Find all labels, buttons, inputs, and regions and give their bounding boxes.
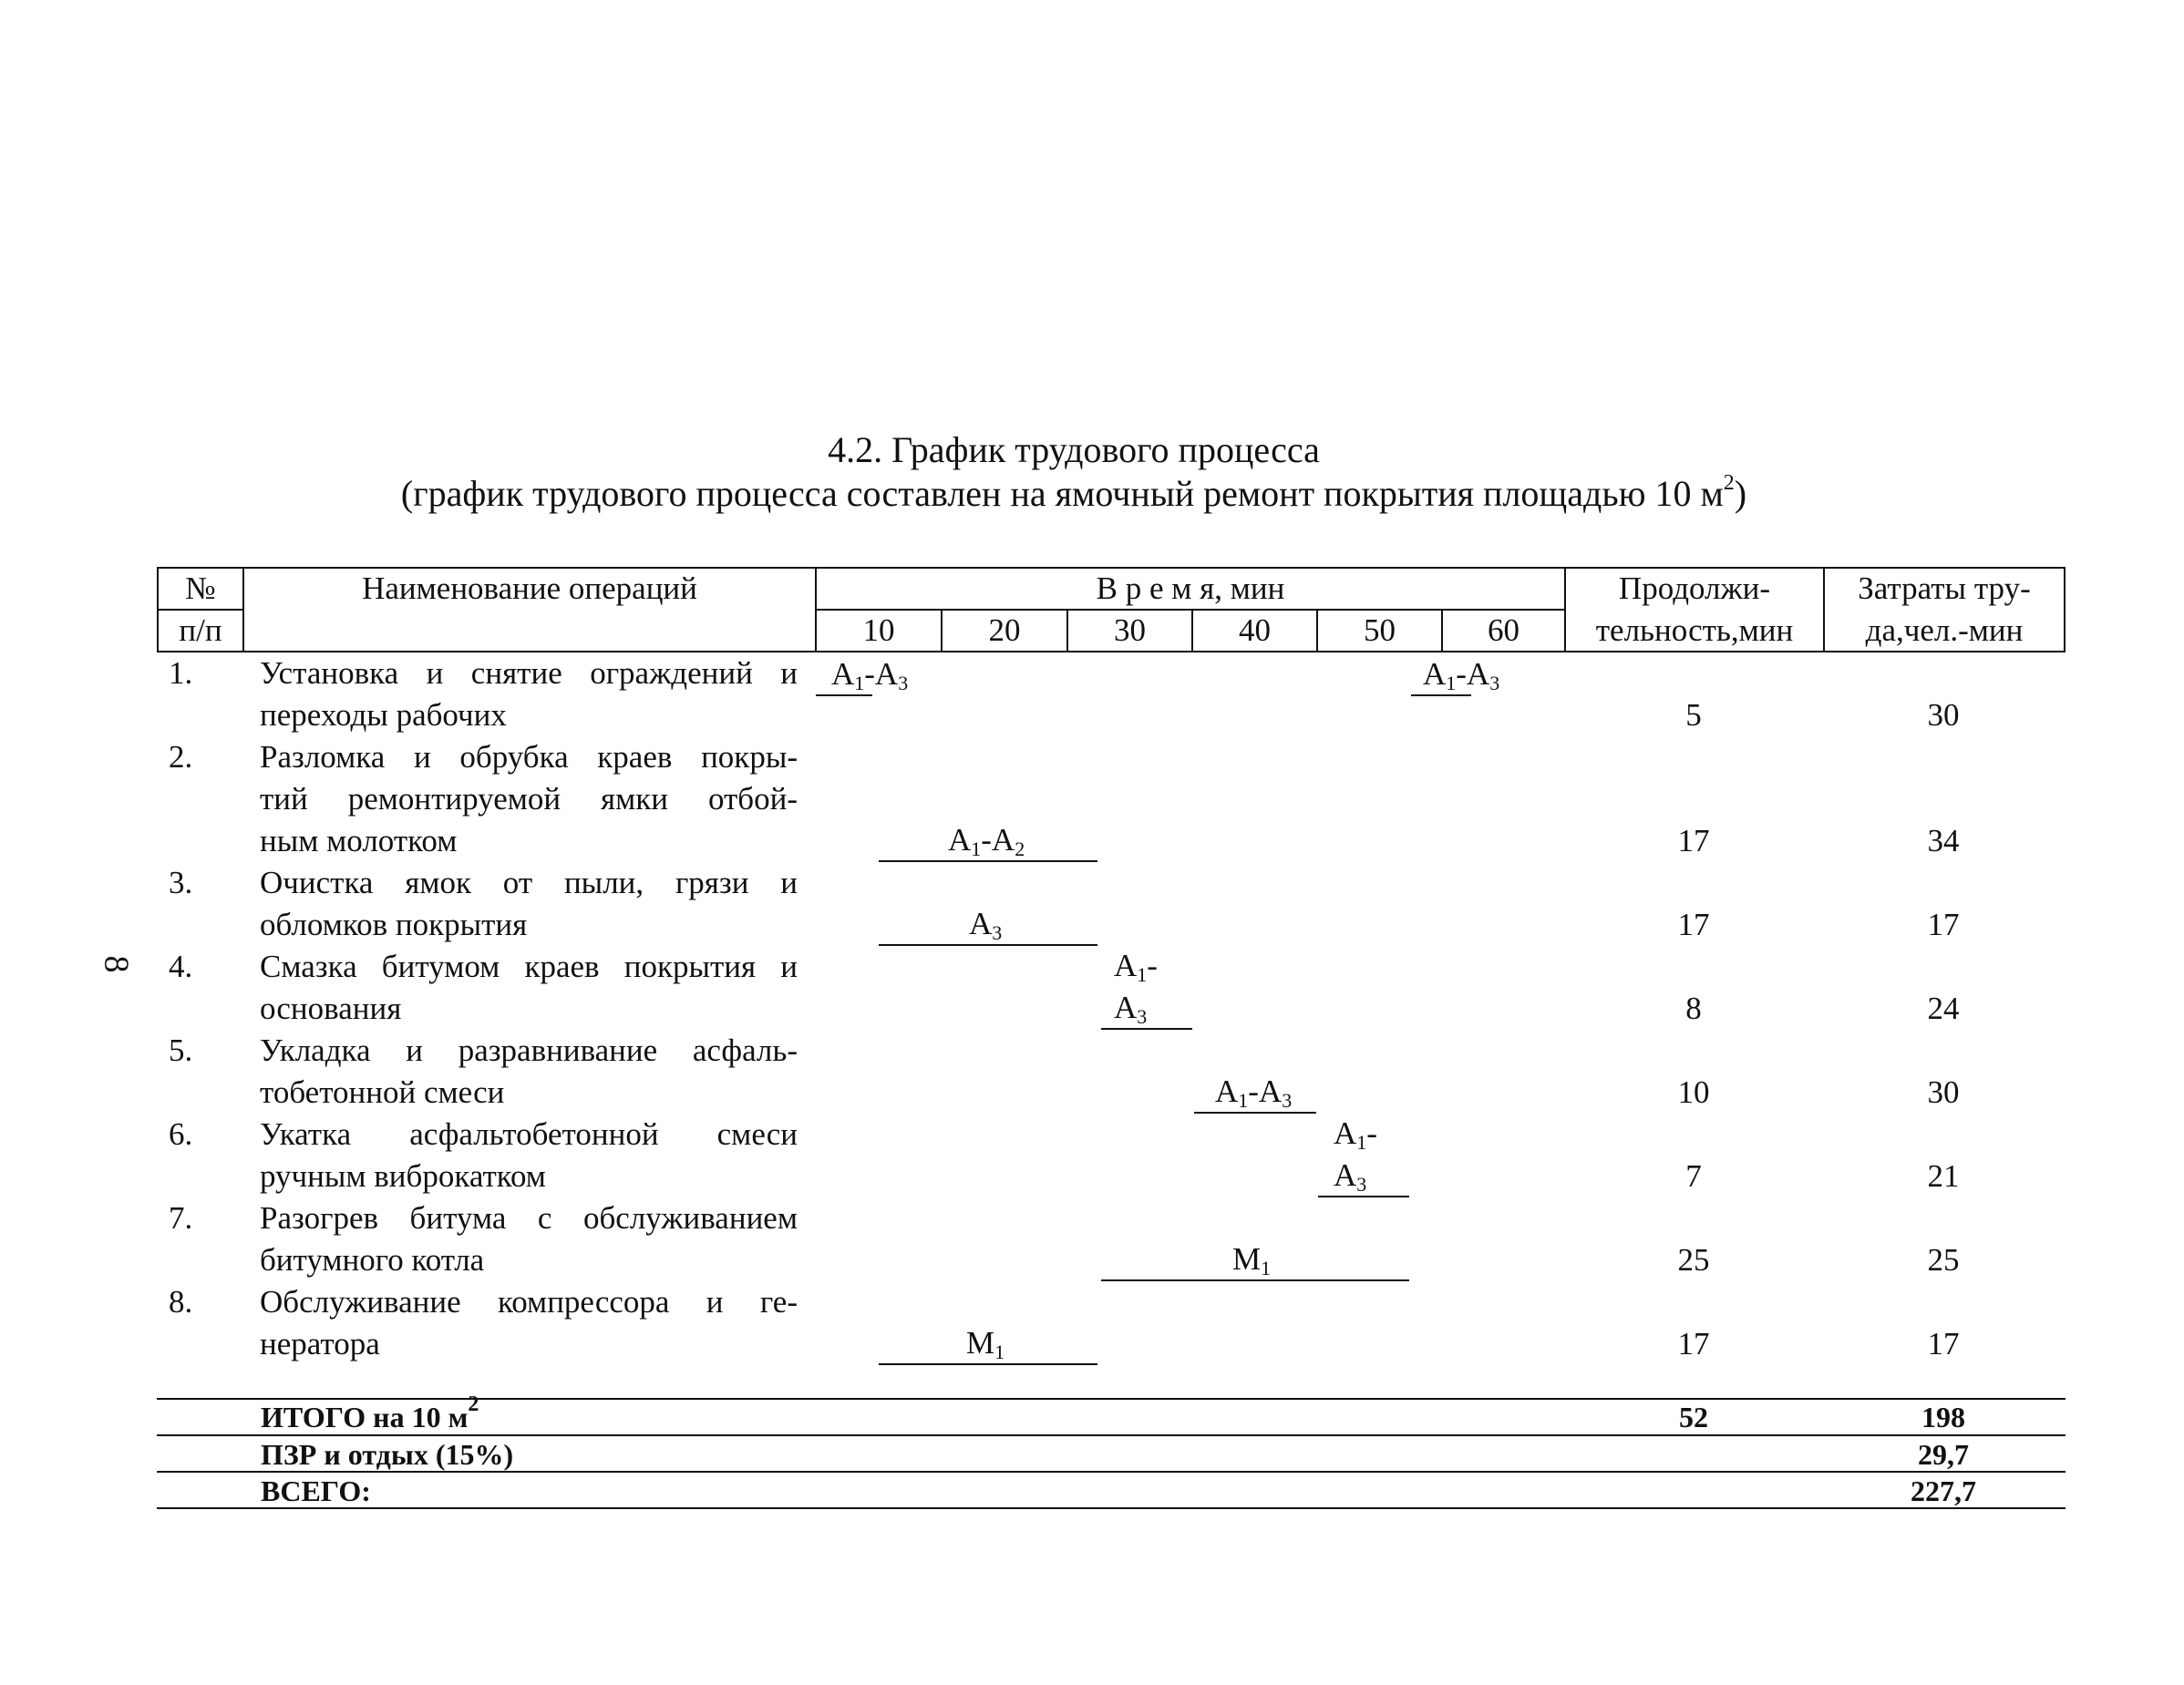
schedule-label: $А_1-А_2$: [948, 822, 1025, 860]
operation-line: битумного котла: [260, 1242, 485, 1278]
itogo-duration: 52: [1679, 1401, 1708, 1433]
operation-line: Разогрев битума с обслуживанием: [260, 1200, 798, 1236]
schedule-label: $А_1-$: [1114, 948, 1158, 986]
operation-line: Укатка асфальтобетонной смеси: [260, 1116, 798, 1152]
pzr-labor: 29,7: [1918, 1438, 1969, 1471]
schedule-bar: [879, 860, 1097, 862]
duration-value: 17: [1677, 907, 1710, 942]
subtitle-end: ): [1734, 473, 1747, 514]
operation-line: ным молотком: [260, 823, 458, 858]
pzr-label: ПЗР и отдых (15%): [261, 1438, 514, 1471]
labor-value: 25: [1927, 1242, 1960, 1278]
schedule-label: $А_3$: [1114, 990, 1148, 1028]
operation-line: нератора: [260, 1326, 380, 1361]
labor-value: 30: [1927, 697, 1960, 733]
duration-value: 7: [1685, 1158, 1702, 1194]
schedule-bar: [1318, 1196, 1409, 1197]
row-number: 5.: [169, 1033, 193, 1068]
schedule-bar: [1101, 1279, 1409, 1281]
header-time-col-20: 20: [988, 612, 1021, 648]
labor-value: 17: [1927, 1326, 1960, 1361]
vsego-label: ВСЕГО:: [261, 1474, 371, 1507]
schedule-label: $А_3$: [969, 906, 1003, 944]
itogo-label: ИТОГО на 10 $м^2$: [261, 1392, 479, 1433]
operation-line: основания: [260, 991, 402, 1026]
labor-value: 24: [1927, 991, 1960, 1026]
schedule-bar: [1101, 1028, 1192, 1030]
duration-value: 17: [1677, 1326, 1710, 1361]
duration-value: 10: [1677, 1074, 1710, 1110]
schedule-bar: [879, 1363, 1097, 1365]
labor-value: 17: [1927, 907, 1960, 942]
header-duration-sub: тельность,мин: [1595, 612, 1794, 648]
schedule-label: $А_1-А_3$: [1423, 656, 1500, 694]
operation-line: ручным виброкатком: [260, 1158, 546, 1194]
duration-value: 8: [1685, 991, 1702, 1026]
operation-line: Обслуживание компрессора и ге-: [260, 1284, 798, 1320]
schedule-label: $М_1$: [966, 1325, 1005, 1363]
header-no: №: [185, 570, 216, 606]
schedule-bar: [879, 944, 1097, 946]
header-time-col-60: 60: [1488, 612, 1520, 648]
schedule-bar: [816, 694, 872, 696]
row-number: 4.: [169, 949, 193, 984]
operation-line: Смазка битумом краев покрытия и: [260, 949, 798, 984]
schedule-label: $А_1-$: [1334, 1115, 1377, 1154]
schedule-label: $А_1-А_3$: [831, 656, 909, 694]
header-operation-name: Наименование операций: [362, 570, 697, 606]
header-time: В р е м я, мин: [1096, 570, 1285, 606]
itogo-labor: 198: [1921, 1401, 1965, 1433]
duration-value: 17: [1677, 823, 1710, 858]
header-time-col-10: 10: [862, 612, 895, 648]
subtitle-superscript: 2: [1723, 471, 1735, 495]
operation-line: обломков покрытия: [260, 907, 528, 942]
header-time-col-50: 50: [1364, 612, 1396, 648]
operation-line: Укладка и разравнивание асфаль-: [260, 1033, 798, 1068]
row-number: 2.: [169, 739, 193, 775]
page-subtitle: [0, 472, 2166, 516]
duration-value: 25: [1677, 1242, 1710, 1278]
operation-line: переходы рабочих: [260, 697, 507, 733]
schedule-label: $А_3$: [1334, 1157, 1367, 1196]
vsego-labor: 227,7: [1911, 1474, 1976, 1507]
operation-line: Очистка ямок от пыли, грязи и: [260, 865, 798, 900]
schedule-bar: [1411, 694, 1471, 696]
row-number: 3.: [169, 865, 193, 900]
schedule-bar: [1194, 1112, 1316, 1114]
row-number: 8.: [169, 1284, 193, 1320]
operation-line: тий ремонтируемой ямки отбой-: [260, 781, 798, 817]
header-no-sub: п/п: [179, 612, 222, 648]
labor-value: 30: [1927, 1074, 1960, 1110]
subtitle-text: (график трудового процесса составлен на ямочный ремонт покрытия площадью 10 м: [400, 473, 1724, 514]
header-time-col-40: 40: [1239, 612, 1271, 648]
header-time-col-30: 30: [1114, 612, 1146, 648]
schedule-label: $А_1-А_3$: [1215, 1074, 1293, 1112]
row-number: 7.: [169, 1200, 193, 1236]
operation-line: Установка и снятие ограждений и: [260, 655, 798, 691]
header-labor-sub: да,чел.-мин: [1865, 612, 2024, 648]
header-labor: Затраты тру-: [1858, 570, 2031, 606]
page-number: 8: [97, 955, 136, 973]
row-number: 1.: [169, 655, 193, 691]
operation-line: тобетонной смеси: [260, 1074, 505, 1110]
schedule-label: $М_1$: [1232, 1241, 1272, 1279]
header-duration: Продолжи-: [1618, 570, 1771, 606]
labor-value: 21: [1927, 1158, 1960, 1194]
row-number: 6.: [169, 1116, 193, 1152]
duration-value: 5: [1685, 697, 1702, 733]
labor-value: 34: [1927, 823, 1960, 858]
page-title: 4.2. График трудового процесса: [828, 429, 1320, 470]
operation-line: Разломка и обрубка краев покры-: [260, 739, 798, 775]
